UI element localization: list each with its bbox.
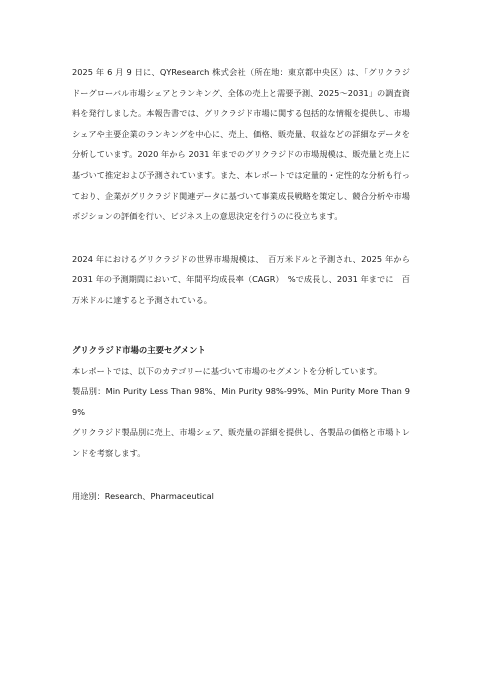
application-segment-line: 用途別：Research、Pharmaceutical (72, 490, 214, 501)
section-spacer (72, 311, 410, 339)
market-size-paragraph: 2024 年におけるグリクラジドの世界市場規模は、 百万米ドルと予測され、2025 年から 2031 年の予測期間において、年間平均成長率（CAGR） %で成長し、2031 年までに 百万米ドルに達すると予測されている。 (72, 253, 410, 305)
paragraph-spacer (72, 464, 410, 486)
product-segment-line: 製品別：Min Purity Less Than 98%、Min Purity 98%-99%、Min Purity More Than 99% (72, 386, 410, 417)
segment-heading: グリクラジド市場の主要セグメント (72, 344, 206, 355)
document-page (72, 62, 410, 506)
segment-intro: 本レポートでは、以下のカテゴリーに基づいて市場のセグメントを分析しています。 (72, 365, 383, 376)
paragraph-spacer (72, 227, 410, 249)
intro-paragraph: 2025 年 6 月 9 日に、QYResearch 株式会社（所在地：東京都中央区）は、「グリクラジドーグローバル市場シェアとランキング、全体の売上と需要予測、2025～2031」の調査資料を発行しました。本報告書では、グリクラジド市場に関する包括的な情報を提供し、市場シェアや主要企業のランキングを中心に、売上、価格、販売量、収益などの詳細なデータを分析しています。2020 年から 2031 年までのグリクラジドの市場規模は、販売量と売上に基づいて推定および予測されています。また、本レポートでは定量的・定性的な分析も行っており、企業がグリクラジド関連データに基づいて事業成長戦略を策定し、競合分析や市場ポジションの評価を行い、ビジネス上の意思決定を行うのに役立ちます。 (72, 67, 410, 222)
product-segment-detail: グリクラジド製品別に売上、市場シェア、販売量の詳細を提供し、各製品の価格と市場トレンドを考察します。 (72, 427, 410, 458)
